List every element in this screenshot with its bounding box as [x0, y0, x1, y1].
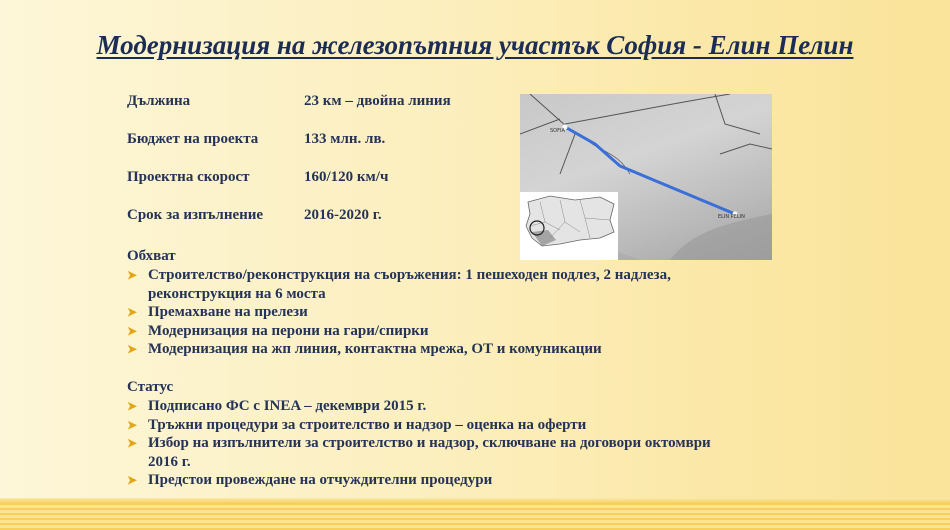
arrow-bullet-icon: ➤ — [127, 323, 138, 338]
fact-value: 2016-2020 г. — [304, 207, 382, 223]
fact-label: Срок за изпълнение — [127, 207, 264, 223]
arrow-bullet-icon: ➤ — [127, 473, 138, 487]
fact-value: 133 млн. лв. — [304, 131, 386, 147]
arrow-bullet-icon: ➤ — [127, 268, 138, 282]
list-item — [127, 266, 738, 303]
list-item-text: Подписано ФС с INEA – декември 2015 г. — [148, 398, 427, 414]
fact-label: Дължина — [127, 93, 191, 109]
route-map — [520, 94, 772, 260]
list-item-text: Модернизация на перони на гари/спирки — [148, 322, 429, 339]
decorative-footer-band — [0, 498, 950, 530]
arrow-bullet-icon: ➤ — [127, 399, 138, 413]
list-item — [127, 303, 738, 322]
status-section — [127, 377, 738, 490]
scope-section — [127, 246, 738, 359]
list-item — [127, 322, 738, 341]
map-start-label: SOFIA — [550, 128, 565, 134]
arrow-bullet-icon: ➤ — [127, 305, 138, 319]
list-item-text: Избор на изпълнители за строителство и надзор, сключване на договори октомври 2016 г. — [148, 435, 711, 470]
list-item — [127, 416, 738, 435]
list-item — [127, 397, 738, 416]
list-item — [127, 434, 738, 471]
fact-label: Бюджет на проекта — [127, 131, 259, 147]
arrow-bullet-icon: ➤ — [127, 342, 138, 356]
page-title: Модернизация на железопътния участък София - Елин Пелин — [96, 30, 854, 60]
arrow-bullet-icon: ➤ — [127, 436, 138, 450]
list-item-text: Премахване на прелези — [148, 304, 308, 320]
fact-value: 160/120 км/ч — [304, 169, 389, 185]
list-item — [127, 471, 738, 490]
list-item-text: Тръжни процедури за строителство и надзор – оценка на оферти — [148, 416, 587, 433]
list-item-text: Строителство/реконструкция на съоръжения: 1 пешеходен подлез, 2 надлеза, реконструкция на 6 моста — [148, 267, 671, 302]
status-title: Статус — [127, 379, 174, 395]
arrow-bullet-icon: ➤ — [127, 417, 138, 432]
scope-title: Обхват — [127, 248, 176, 264]
fact-label: Проектна скорост — [127, 169, 250, 185]
fact-value: 23 км – двойна линия — [304, 93, 451, 109]
list-item-text: Модернизация на жп линия, контактна мрежа, ОТ и комуникации — [148, 341, 602, 357]
list-item-text: Предстои провеждане на отчуждителни процедури — [148, 472, 493, 488]
map-end-label: ELIN PELIN — [718, 214, 745, 220]
list-item — [127, 340, 738, 359]
